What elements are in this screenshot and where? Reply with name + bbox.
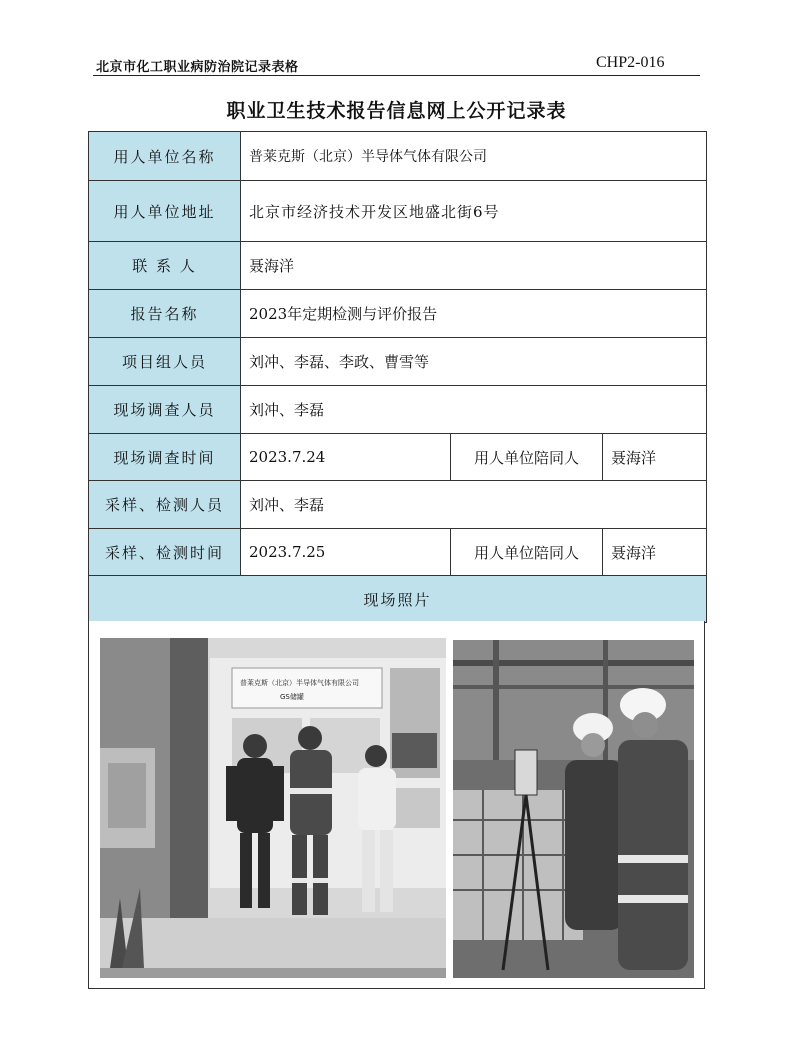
project-team-label: 项目组人员 [89, 338, 241, 386]
escort-label-2: 用人单位陪同人 [451, 529, 603, 576]
site-photo-group [100, 638, 446, 978]
sampling-staff-label: 采样、检测人员 [89, 481, 241, 529]
row-sampling-time [89, 529, 707, 576]
sampling-staff-value: 刘冲、李磊 [241, 481, 707, 529]
site-survey-time-value: 2023.7.24 [241, 434, 451, 481]
row-contact [89, 242, 707, 290]
site-survey-staff-value: 刘冲、李磊 [241, 386, 707, 434]
row-project-team [89, 338, 707, 386]
report-name-value: 2023年定期检测与评价报告 [241, 290, 707, 338]
site-photo-sampling [453, 640, 694, 978]
header-divider [93, 75, 700, 76]
row-report-name [89, 290, 707, 338]
photos-label: 现场照片 [89, 576, 707, 623]
contact-label: 联 系 人 [89, 242, 241, 290]
employer-name-value: 普莱克斯（北京）半导体气体有限公司 [241, 132, 707, 181]
record-form-table [88, 131, 707, 623]
row-photos-header [89, 576, 707, 623]
form-code: CHP2-016 [596, 54, 665, 71]
board-title: 普莱克斯（北京）半导体气体有限公司 [240, 679, 359, 687]
report-name-label: 报告名称 [89, 290, 241, 338]
header-org-name: 北京市化工职业病防治院记录表格 [96, 60, 299, 75]
row-sampling-staff [89, 481, 707, 529]
employer-address-label: 用人单位地址 [89, 181, 241, 242]
escort-value-2: 聂海洋 [603, 529, 707, 576]
site-survey-time-label: 现场调查时间 [89, 434, 241, 481]
contact-value: 聂海洋 [241, 242, 707, 290]
photos-area [88, 621, 705, 989]
row-employer-name [89, 132, 707, 181]
sampling-time-value: 2023.7.25 [241, 529, 451, 576]
site-survey-staff-label: 现场调查人员 [89, 386, 241, 434]
document-title: 职业卫生技术报告信息网上公开记录表 [226, 100, 567, 122]
escort-label-1: 用人单位陪同人 [451, 434, 603, 481]
board-subtitle: GS储罐 [280, 693, 304, 701]
employer-address-value: 北京市经济技术开发区地盛北街6号 [241, 181, 707, 242]
escort-value-1: 聂海洋 [603, 434, 707, 481]
employer-name-label: 用人单位名称 [89, 132, 241, 181]
row-site-survey-staff [89, 386, 707, 434]
sampling-time-label: 采样、检测时间 [89, 529, 241, 576]
row-site-survey-time [89, 434, 707, 481]
row-employer-address [89, 181, 707, 242]
project-team-value: 刘冲、李磊、李政、曹雪等 [241, 338, 707, 386]
